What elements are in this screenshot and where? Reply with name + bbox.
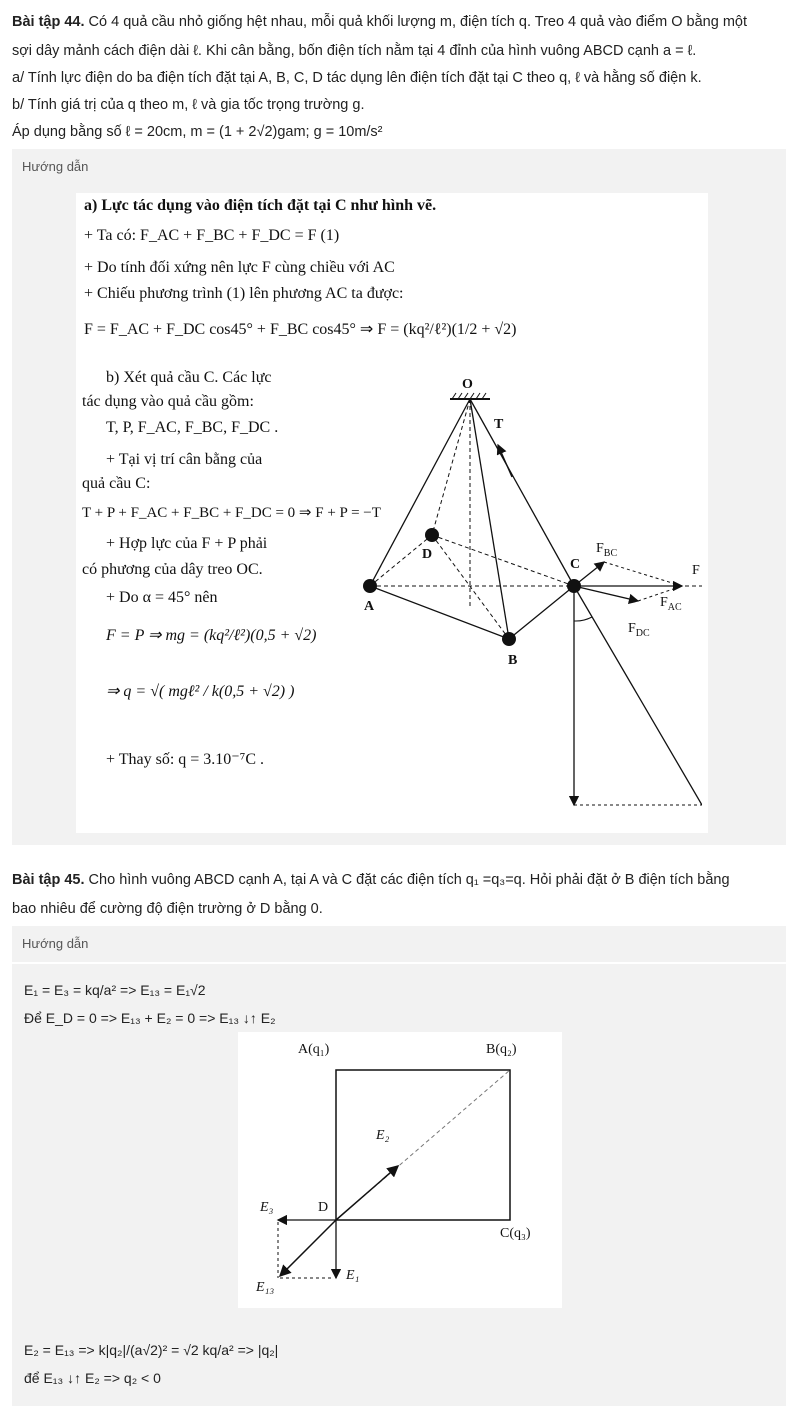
sol-a-proj: + Chiếu phương trình (1) lên phương AC ta được: xyxy=(84,285,404,302)
pyramid-force-diagram xyxy=(352,359,702,819)
tension-arrow xyxy=(498,445,512,477)
label-F: F xyxy=(692,563,700,578)
sol-b-9: + Do α = 45° nên xyxy=(106,589,218,606)
label-D: D xyxy=(318,1200,329,1215)
label-T: T xyxy=(494,417,504,432)
sol-b-12: + Thay số: q = 3.10⁻⁷C . xyxy=(106,751,264,768)
string-OA xyxy=(370,399,470,586)
ex45-title: Bài tập 45. xyxy=(12,872,85,888)
ex44-line5: Áp dụng bằng số ℓ = 20cm, m = (1 + 2√2)gam; g = 10m/s² xyxy=(12,124,383,140)
sol-a-eq1: + Ta có: F_AC + F_BC + F_DC = F (1) xyxy=(84,227,340,244)
sol-b-6: T + P + F_AC + F_BC + F_DC = 0 ⇒ F + P = −T xyxy=(82,505,381,521)
force-AC-arrow xyxy=(574,586,638,601)
label-E3: E₃ xyxy=(260,1200,274,1215)
label-B: B xyxy=(508,653,518,668)
ex44-line2: sợi dây mảnh cách điện dài ℓ. Khi cân bằng, bốn điện tích nằm tại 4 đỉnh của hình vuông ABCD cạnh a = ℓ. xyxy=(12,43,697,59)
sol-b-10: F = P ⇒ mg = (kq²/ℓ²)(0,5 + √2) xyxy=(106,627,317,644)
sol-b-1: b) Xét quả cầu C. Các lực xyxy=(106,369,272,386)
label-FBC: $F_{BC}$ xyxy=(596,541,618,559)
string-OD xyxy=(432,399,470,535)
label-FAC: $F_{AC}$ xyxy=(660,595,682,613)
label-D: D xyxy=(422,547,433,562)
sol-b-5: quả cầu C: xyxy=(82,475,151,492)
label-FDC: $F_{DC}$ xyxy=(628,621,650,639)
ex45-hint-toggle[interactable] xyxy=(12,926,786,962)
ex44-line1: Bài tập 44. Có 4 quả cầu nhỏ giống hệt nhau, mỗi quả khối lượng m, điện tích q. Treo 4 quả vào điểm O bằng một xyxy=(12,14,747,30)
sol-b-2: tác dụng vào quả cầu gồm: xyxy=(82,393,254,410)
label-A: A xyxy=(364,599,375,614)
ex45-math-4: để E₁₃ ↓↑ E₂ => q₂ < 0 xyxy=(24,1370,161,1386)
hint-label: Hướng dẫn xyxy=(22,936,89,951)
ex45-math-2: Để E_D = 0 => E₁₃ + E₂ = 0 => E₁₃ ↓↑ E₂ xyxy=(24,1010,276,1026)
label-A-q1: A(q₁) xyxy=(298,1042,330,1057)
label-E2: E₂ xyxy=(376,1128,390,1143)
sol-b-8: có phương của dây treo OC. xyxy=(82,561,263,578)
sol-b-4: + Tại vị trí cân bằng của xyxy=(106,451,263,468)
ball-B xyxy=(502,632,516,646)
ex44-title: Bài tập 44. xyxy=(12,14,85,30)
string-extension xyxy=(574,586,702,805)
sol-a-result: F = F_AC + F_DC cos45° + F_BC cos45° ⇒ F = (kq²/ℓ²)(1/2 + √2) xyxy=(84,321,517,338)
ceiling-hatch xyxy=(450,393,490,399)
alpha-angle-arc xyxy=(574,617,592,621)
sol-a-sym: + Do tính đối xứng nên lực F cùng chiều với AC xyxy=(84,259,395,276)
E13-arrow xyxy=(280,1220,336,1276)
ex44-solution-image xyxy=(76,193,708,833)
ex44-line4: b/ Tính giá trị của q theo m, ℓ và gia tốc trọng trường g. xyxy=(12,97,365,113)
label-O: O xyxy=(462,377,473,392)
ball-C xyxy=(567,579,581,593)
sol-a-title: a) Lực tác dụng vào điện tích đặt tại C như hình vẽ. xyxy=(84,197,437,214)
ex44-line3: a/ Tính lực điện do ba điện tích đặt tại A, B, C, D tác dụng lên điện tích đặt tại C theo q, ℓ và hằng số điện k. xyxy=(12,70,702,86)
E2-arrow xyxy=(336,1166,398,1220)
ex45-math-3: E₂ = E₁₃ => k|q₂|/(a√2)² = √2 kq/a² => |q₂| xyxy=(24,1342,279,1358)
sol-b-3: T, P, F_AC, F_BC, F_DC . xyxy=(106,419,279,436)
label-B-q2: B(q₂) xyxy=(486,1042,517,1057)
ex45-figure xyxy=(238,1032,562,1308)
sol-b-7: + Hợp lực của F + P phải xyxy=(106,535,268,552)
ex45-line1: Bài tập 45. Cho hình vuông ABCD cạnh A, tại A và C đặt các điện tích q₁ =q₃=q. Hỏi phải đặt ở B điện tích bằng xyxy=(12,872,730,888)
ball-A xyxy=(363,579,377,593)
ex45-line2: bao nhiêu để cường độ điện trường ở D bằng 0. xyxy=(12,901,323,917)
label-E1: E₁ xyxy=(346,1268,360,1283)
sol-b-11: ⇒ q = √( mgℓ² / k(0,5 + √2) ) xyxy=(106,683,295,700)
ex45-solution-box xyxy=(12,964,786,1406)
ex44-solution-box xyxy=(12,185,786,845)
ball-D xyxy=(425,528,439,542)
square-field-diagram xyxy=(238,1032,562,1308)
label-C: C xyxy=(570,557,581,572)
label-C-q3: C(q₃) xyxy=(500,1226,531,1241)
hint-label: Hướng dẫn xyxy=(22,159,89,174)
label-E13: E₁₃ xyxy=(256,1280,275,1295)
ex45-math-1: E₁ = E₃ = kq/a² => E₁₃ = E₁√2 xyxy=(24,982,206,998)
ex44-hint-toggle[interactable] xyxy=(12,149,786,185)
